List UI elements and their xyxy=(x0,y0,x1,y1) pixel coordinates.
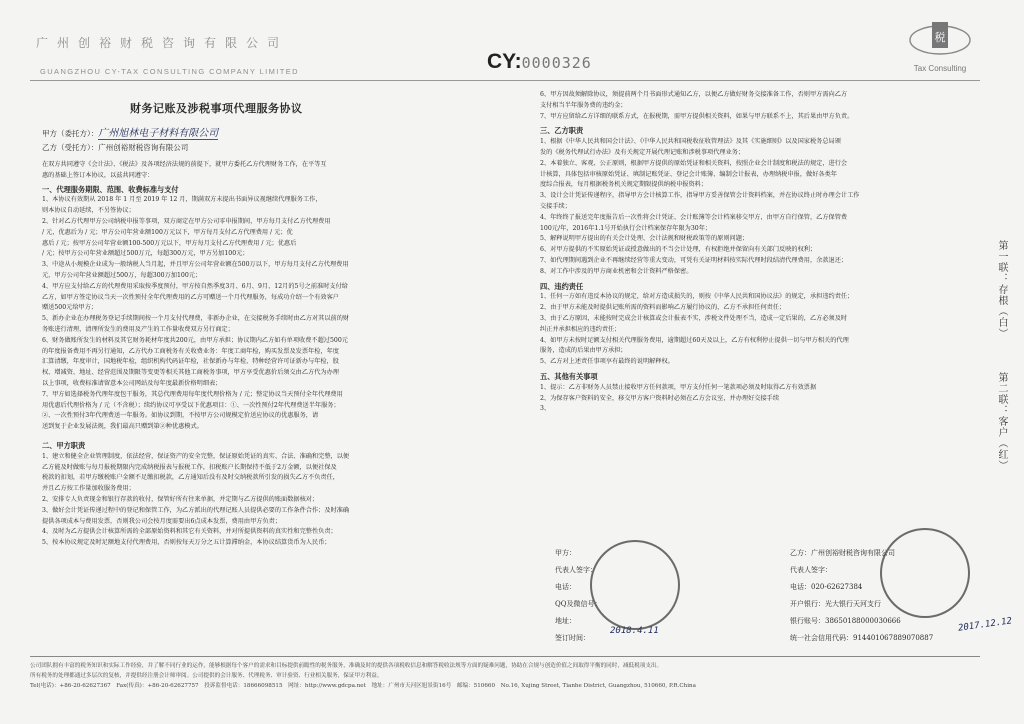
clause-line: 3、 xyxy=(540,405,551,413)
clause-line: 4、年终终了报送完年度报告后一次性将会计凭证、会计账簿等会计档案移交甲方，由甲方自行保管，乙方保管费 xyxy=(540,213,848,221)
section-2-heading: 二、甲方职责 xyxy=(42,440,86,450)
clause-line: 2、由于甲方未能及时提供记账所需的资料而影响乙方履行协议的，乙方不承担任何责任； xyxy=(540,304,786,312)
copy-label-2: 第二联：客户（红） xyxy=(996,372,1007,471)
clause-line: 2、安排专人负责现金和银行存款的收付，保管好所有往来单据，并定期与乙方提供的账面数据核对； xyxy=(42,495,319,503)
clause-line: 用优惠后代理价格为 / 元（不含税）；续约协议可享受以下优惠项目：①、一次性预付2年代理费送半年服务； xyxy=(42,401,340,409)
document-title: 财务记账及涉税事项代理服务协议 xyxy=(130,102,303,115)
section-2-continued xyxy=(540,90,970,122)
clause-line: 计核算，具体包括审核原始凭证、填制记账凭证、登记会计账簿、编制会计报表，办理纳税申报，做好各类年 xyxy=(540,170,837,178)
section-2-body xyxy=(42,452,512,549)
party-b-seal xyxy=(880,528,970,618)
section-5-heading: 五、其他有关事项 xyxy=(540,371,598,381)
clause-line: 签订时间： xyxy=(555,634,590,642)
clause-line: 5、解释说明甲方提出的有关会计处理、会计法规和财税政策等的原则问题； xyxy=(540,235,749,243)
clause-line: 100元/年，2016年1.1号开始执行会计档案保存年限为30年； xyxy=(540,224,712,232)
clause-line: 6、对甲方提供的不实原始凭证或授意做出的不当会计处理，有权拒绝并保留向有关部门反映的权利； xyxy=(540,246,817,254)
footer-line: 公司团队拥有丰富的税务知识和实际工作经验，并了解不同行业的运作，能够根据每个客户的需求和目标提供前瞻性的税务服务，准确及时的提供各项税收信息和解答税收法规等方面的疑难问题，协助在合规与创造价值之间取得平衡的同时，减低税项支出。 xyxy=(30,663,663,669)
clause-line: 7、如代理期间遇到企业不再继续经营等重大变动，可凭有关证明材料按实际代理时段结清代理费用，余款退还； xyxy=(540,256,848,264)
clause-line: 统一社会信用代码：914401067889070887 xyxy=(790,634,934,642)
clause-line: 3、设计会计凭证传递程序，指导甲方会计核算工作，指导甲方妥善保管会计资料档案，并在协议终止时办理会计工作 xyxy=(540,192,860,200)
clause-line: 电话：020-62627384 xyxy=(790,583,863,591)
clause-line: 送到复于企业发展法规，我们最高只赠到第②种优惠模式。 xyxy=(42,423,203,431)
party-b: 乙方（受托方）：广州创裕财税咨询有限公司 xyxy=(42,143,189,152)
section-3-body xyxy=(540,137,970,277)
party-a-seal xyxy=(590,540,680,630)
section-5-body xyxy=(540,383,970,415)
section-1-heading: 一、代理服务期限、范围、收费标准与支付 xyxy=(42,184,179,194)
clause-line: 纠正并承担相应的违约责任； xyxy=(540,325,621,333)
clause-line: 1、建立和健全企业管理制度，依法经营，保证资产的安全完整，保证原始凭证的真实、合法、准确和完整，以便 xyxy=(42,452,350,460)
party-a: 甲方（委托方）：广州旭林电子材料有限公司 xyxy=(42,128,219,139)
clause-line: 1、本协议有效期从 2018 年 1 月至 2019 年 12 月，期满双方未提出书面异议视继续代理服务工作， xyxy=(42,196,322,204)
clause-line: 元，甲方公司年营业额超过500万，每超300万加100元； xyxy=(42,271,202,279)
clause-line: 8、对工作中涉及的甲方商业机密和会计资料严格保密。 xyxy=(540,267,693,275)
section-4-body xyxy=(540,292,970,368)
clause-line: 权、增减资、地址、经营范围及期限等变更等相关其他工商税务事项，甲方享受优惠价后须交由乙方代为办理 xyxy=(42,369,339,377)
clause-line: 1、任何一方如有违反本协议的规定，给对方造成损失的，则按《中华人民共和国协议法》的规定，承担违约责任； xyxy=(540,293,854,301)
clause-line: 2、针对乙方代理甲方公司纳税申报等事项，双方商定在甲方公司零申报期间，甲方每月支付乙方代理费用 xyxy=(42,217,331,225)
clause-line: 并且乙方按工作量加收服务费用； xyxy=(42,485,135,493)
right-column xyxy=(540,90,970,415)
company-name-cn: 广州创裕财税咨询有限公司 xyxy=(36,36,289,50)
clause-line: 5、乙方对上述责任事项享有最终的说明解释权。 xyxy=(540,358,674,366)
copy-label-1: 第一联：存根（白） xyxy=(996,240,1007,339)
clause-line: 银行账号：38650188000030666 xyxy=(790,617,901,625)
clause-line: 乙方，如甲方签定协议当天一次性预付全年代理费用的乙方可赠送一个月代理服务，每成功介绍一个有效客户 xyxy=(42,293,339,301)
company-logo: 税 Tax Consulting xyxy=(904,16,976,74)
left-column xyxy=(42,160,512,549)
clause-line: 惠后 / 元；按甲方公司年营业额100-500万元以下，甲方每月支付乙方代理费用 / 元；优惠后 xyxy=(42,239,297,247)
clause-line: 甲方： xyxy=(555,549,576,557)
header-divider xyxy=(30,80,980,81)
party-b-date: 2017.12.12 xyxy=(957,616,1013,634)
clause-line: 支付相当半年服务费的违约金； xyxy=(540,101,627,109)
section-3-heading: 三、乙方职责 xyxy=(540,126,584,136)
clause-line: 则本协议自动延续，不另签协议； xyxy=(42,207,135,215)
clause-line: 7、甲方如选择税务代理年度包干服务，其总代理费用每年度代理价格为 / 元；整定协议当天预付全年代理费用 xyxy=(42,390,343,398)
clause-line: 3、做好会计凭证传递过程中的登记和保管工作，为乙方派出的代理记账人员提供必要的工作条件合作；及时准确 xyxy=(42,506,350,514)
clause-line: 乙方能及时做账与每月报税期限内完成纳税报表与报税工作，扣税账户长期保持不低于2万金额，以便社保及 xyxy=(42,463,337,471)
footer xyxy=(30,656,980,691)
clause-line: 3、由于乙方原因，未能按时完成会计核算或会计报表不实，涉税文件处理不当，造成一定后果的，乙方必须及时 xyxy=(540,314,848,322)
clause-line: 汇算清缴，年度审计，国地税年检，组织机构代码证年检，社保新办与年检，特种经营许可证新办与年检，股 xyxy=(42,358,339,366)
clause-line: 赠送500元给甲方； xyxy=(42,304,98,312)
clause-line: 5、新办企业在办理税务登记手续期间按一个月支付代理费，非新办企业，在交接税务手续时由乙方对其以前的财 xyxy=(42,315,350,323)
footer-line: 所有税务的处理都通过多层次的复核，并提供经注册会计师审阅。公司提供的会计服务、代理税务、审计验资、行业相关服务，保证甲方利益。 xyxy=(30,673,383,679)
clause-line: 税款的扣划，若甲方缴税账户金额不足缴扣税款，乙方通知后没有及时交纳税款所引发的损失乙方不负责任， xyxy=(42,474,339,482)
clause-line: / 元；按甲方公司年营业额超过500万元，每超300万元，甲方另加100元； xyxy=(42,250,249,258)
clause-line: 4、如甲方未按时足额支付相关代理服务费用，逾期超过60天及以上，乙方有权利停止提供一切与甲方相关的代理 xyxy=(540,336,849,344)
svg-text:税: 税 xyxy=(934,31,946,44)
clause-line: 5、按本协议规定及时足额地支付代理费用，否则按每天万分之五计算滞纳金，本协议结算货币为人民币； xyxy=(42,539,331,547)
clause-line: 1、提示：乙方非财务人员禁止接收甲方任何款项，甲方支付任何一笔款项必须及时取得乙方有效票据 xyxy=(540,383,817,391)
clause-line: 地址： xyxy=(555,617,576,625)
clause-line: 7、甲方应留给乙方详细的联系方式，在报税期，需甲方提供相关资料，如果与甲方联系不上，其后果由甲方负责。 xyxy=(540,112,854,120)
footer-contact: Tel(电话)：+86-20-62627367 Fax(传真)：+86-20-62627757 投诉监督电话：18666098515 网址：http://www.gdcpa.net 地址：广州市天河区旭景街16号 邮编：510660 No.16, Xujing Street, Tianhe District, Guangzhou, 510660, P.R.China xyxy=(30,683,696,689)
company-name-en: GUANGZHOU CY-TAX CONSULTING COMPANY LIMITED xyxy=(40,67,299,76)
clause-line: QQ及微信号： xyxy=(555,600,602,608)
clause-line: 务账进行清理，清理所发生的费用及产生的工作量收费双方另行商定； xyxy=(42,325,234,333)
clause-line: 乙方：广州创裕财税咨询有限公司 xyxy=(790,549,895,557)
clause-line: 电话： xyxy=(555,583,576,591)
clause-line: 1、根据《中华人民共和国会计法》、《中华人民共和国税收征收管理法》及其《实施细则》以及国家税务总局颁 xyxy=(540,138,841,146)
clause-line: 提供各项成本与费用发票，否则我公司会按月度需要出6点成本发票，费用由甲方负责； xyxy=(42,517,282,525)
clause-line: 开户银行：光大银行天河支行 xyxy=(790,600,881,608)
clause-line: 3、中途从小规模企业成为一般纳税人当月起，并且甲方公司年营业额在500万以下，甲方每月支付乙方代理费用 xyxy=(42,261,349,269)
clause-line: 6、甲方因故须解除协议，须提前两个月书面形式通知乙方，以便乙方做好财务交接准备工作，否则甲方需向乙方 xyxy=(540,91,848,98)
clause-line: 6、财务做账所发生的材料及其它财务耗材年度共200元，由甲方承担；协议期内乙方如有单项收费不超过500元 xyxy=(42,336,348,344)
clause-line: 4、甲方应支付给乙方的代理费用采取按季度预付，甲方按自然季度3月、6月、9月、12月的5号之前准时支付给 xyxy=(42,282,348,290)
clause-line: 的年度报备费用不再另行通知，乙方代办工商税务有关收费业务：年度工商年检，购买发票及发票年检，年度 xyxy=(42,347,339,355)
clause-line: 代表人签字： xyxy=(555,566,597,574)
section-4-heading: 四、违约责任 xyxy=(540,281,584,291)
clause-line: ②、一次性预付3年代理费送一年服务。如协议到期，不按甲方公司规模定价送应协议的优惠服务，请 xyxy=(42,412,319,420)
clause-line: 度综合报表，每月根据税务机关规定期限提供纳税申报资料； xyxy=(540,181,708,189)
preamble: 在双方共同遵守《会计法》、《税法》及各项经济法规的前提下，就甲方委托乙方代理财务工作，在平等互 惠的基础上签订本协议，以兹共同遵守： xyxy=(42,161,327,179)
signing-date: 2018.4.11 xyxy=(610,626,659,636)
clause-line: 以上事项，收费标准请留意本公司网站及每年度最新价格明细表； xyxy=(42,379,222,387)
clause-line: / 元，优惠后为 / 元；甲方公司年营业额100万元以下，甲方每月支付乙方代理费用 / 元；优 xyxy=(42,228,293,236)
serial-number: CY:0000326 xyxy=(487,50,592,73)
clause-line: 4、及时为乙方提供会计核算所需的全部原始资料和其它有关资料，并对所提供资料的真实性和完整性负责； xyxy=(42,528,337,536)
clause-line: 服务，造成的后果由甲方承担； xyxy=(540,347,627,355)
clause-line: 2、为保存客户资料的安全，移交甲方客户资料时必须在乙方会议室，并办理好交接手续 xyxy=(540,394,780,402)
section-1-body xyxy=(42,195,512,433)
clause-line: 代表人签字： xyxy=(790,566,832,574)
clause-line: 交接手续； xyxy=(540,202,571,210)
clause-line: 2、本着独立、客观、公正原则，根据甲方提供的原始凭证和相关资料，按照企业会计制度和税法的规定，进行会 xyxy=(540,159,848,167)
clause-line: 发的《税务代理试行办法》及有关规定开展代理记账和涉税事项代理业务； xyxy=(540,148,745,156)
